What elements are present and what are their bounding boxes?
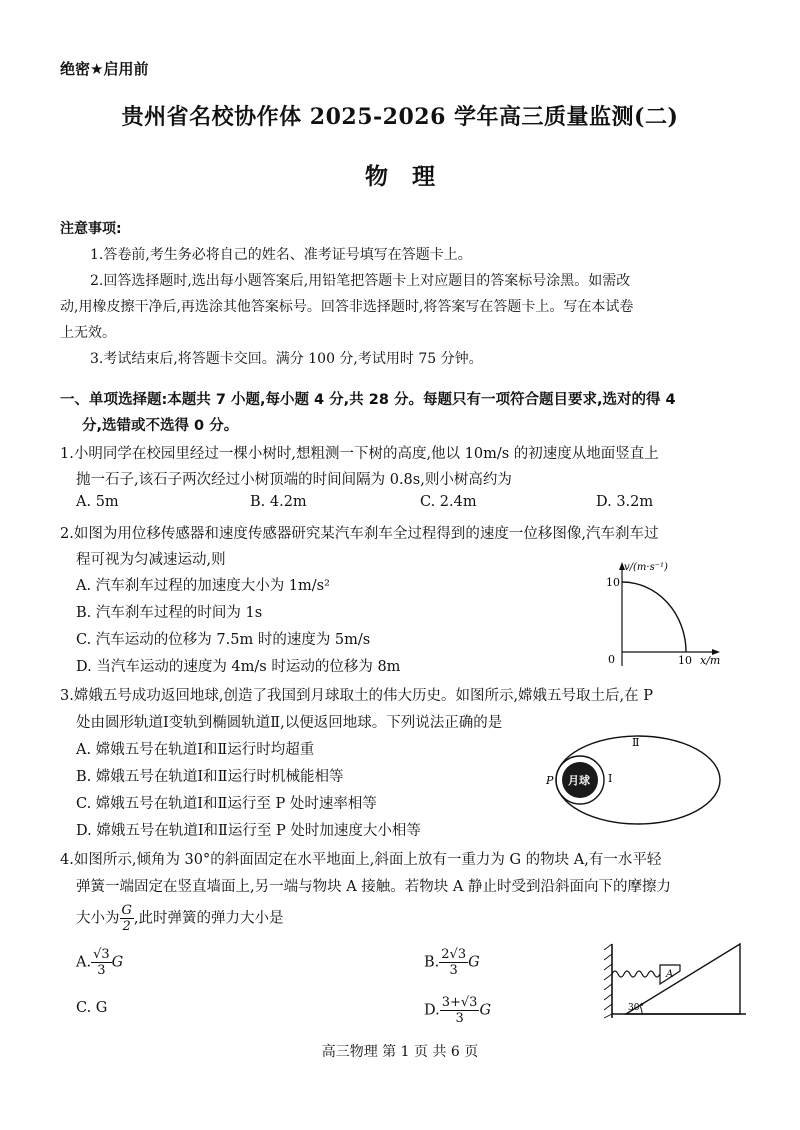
question-3-line-2: 处由圆形轨道Ⅰ变轨到椭圆轨道Ⅱ,以便返回地球。下列说法正确的是 bbox=[76, 715, 503, 731]
question-2-line-2: 程可视为匀减速运动,则 bbox=[76, 552, 226, 568]
question-3-option-c: C. 嫦娥五号在轨道Ⅰ和Ⅱ运行至 P 处时速率相等 bbox=[76, 796, 377, 812]
question-1-line-1: 1.小明同学在校园里经过一棵小树时,想粗测一下树的高度,他以 10m/s 的初速度从地面竖直上 bbox=[60, 446, 659, 462]
question-4-option-b: B. $\frac{2√3}{3}$ G bbox=[424, 947, 480, 978]
subject-title: 物理 bbox=[365, 163, 459, 190]
question-2-option-b: B. 汽车刹车过程的时间为 1s bbox=[76, 605, 263, 621]
note-2-line-2: 动,用橡皮擦干净后,再选涂其他答案标号。回答非选择题时,将答案写在答题卡上。写在本试卷 bbox=[60, 299, 634, 315]
note-3: 3.考试结束后,将答题卡交回。满分 100 分,考试用时 75 分钟。 bbox=[90, 351, 483, 367]
question-4-line-3-prefix: 大小为 bbox=[76, 910, 120, 927]
question-3-line-1: 3.嫦娥五号成功返回地球,创造了我国到月球取土的伟大历史。如图所示,嫦娥五号取土后,在 P bbox=[60, 688, 654, 704]
question-1-line-2: 抛一石子,该石子两次经过小树顶端的时间间隔为 0.8s,则小树高约为 bbox=[76, 472, 512, 488]
origin-label: 0 bbox=[608, 653, 615, 666]
question-2-option-c: C. 汽车运动的位移为 7.5m 时的速度为 5m/s bbox=[76, 632, 371, 648]
question-2-option-d: D. 当汽车运动的速度为 4m/s 时运动的位移为 8m bbox=[76, 659, 401, 675]
v-x-curve bbox=[622, 582, 686, 652]
wall-hatching bbox=[604, 944, 612, 1018]
question-4-line-3-suffix: ,此时弹簧的弹力大小是 bbox=[133, 910, 284, 927]
block-a-label: A bbox=[666, 969, 674, 980]
question-2-option-a: A. 汽车刹车过程的加速度大小为 1m/s² bbox=[76, 578, 330, 594]
note-2-line-3: 上无效。 bbox=[60, 325, 116, 341]
question-4-line-2: 弹簧一端固定在竖直墙面上,另一端与物块 A 接触。若物块 A 静止时受到沿斜面向下的摩擦力 bbox=[76, 879, 671, 895]
question-4-option-c: C. G bbox=[76, 1000, 108, 1016]
question-1-option-c: C. 2.4m bbox=[420, 494, 477, 510]
orbit-diagram bbox=[540, 730, 730, 832]
y-axis-label: v/(m·s⁻¹) bbox=[624, 562, 668, 573]
question-3-option-b: B. 嫦娥五号在轨道Ⅰ和Ⅱ运行时机械能相等 bbox=[76, 769, 344, 785]
question-4-line-1: 4.如图所示,倾角为 30°的斜面固定在水平地面上,斜面上放有一重力为 G 的物块 A,有一水平轻 bbox=[60, 852, 662, 868]
x-tick-10: 10 bbox=[678, 654, 692, 667]
confidential-mark: 绝密★启用前 bbox=[60, 60, 149, 78]
notes-heading: 注意事项: bbox=[60, 221, 122, 237]
orbit-i-label: Ⅰ bbox=[608, 772, 613, 785]
question-4-option-d: D. $\frac{3+√3}{3}$ G bbox=[424, 995, 492, 1026]
velocity-displacement-graph bbox=[596, 558, 746, 673]
question-1-option-b: B. 4.2m bbox=[250, 494, 307, 510]
point-p-label: P bbox=[546, 774, 554, 787]
incline-spring-diagram bbox=[600, 938, 750, 1022]
moon-label: 月球 bbox=[568, 774, 590, 787]
y-tick-10: 10 bbox=[606, 576, 620, 589]
section-1-heading-line-2: 分,选错或不选得 0 分。 bbox=[82, 418, 239, 434]
note-2-line-1: 2.回答选择题时,选出每小题答案后,用铅笔把答题卡上对应题目的答案标号涂黑。如需改 bbox=[90, 273, 631, 289]
page-footer: 高三物理 第 1 页 共 6 页 bbox=[321, 1044, 479, 1060]
note-1: 1.答卷前,考生务必将自己的姓名、准考证号填写在答题卡上。 bbox=[90, 247, 472, 263]
question-3-option-a: A. 嫦娥五号在轨道Ⅰ和Ⅱ运行时均超重 bbox=[76, 742, 315, 758]
spring bbox=[612, 971, 660, 977]
orbit-ii-label: Ⅱ bbox=[632, 736, 640, 749]
question-4-line-3 bbox=[76, 904, 284, 933]
question-1-option-d: D. 3.2m bbox=[596, 494, 654, 510]
question-1-option-a: A. 5m bbox=[76, 494, 119, 510]
x-axis-label: x/m bbox=[700, 654, 721, 667]
question-3-option-d: D. 嫦娥五号在轨道Ⅰ和Ⅱ运行至 P 处时加速度大小相等 bbox=[76, 823, 421, 839]
question-4-option-a: A. $\frac{√3}{3}$ G bbox=[76, 947, 124, 978]
fraction-g-over-2: $\frac{G}{2}$ bbox=[121, 903, 132, 934]
question-2-line-1: 2.如图为用位移传感器和速度传感器研究某汽车刹车全过程得到的速度一位移图像,汽车刹车过 bbox=[60, 526, 659, 542]
exam-title: 贵州省名校协作体 2025-2026 学年高三质量监测(二) bbox=[121, 104, 679, 130]
section-1-heading: 一、单项选择题:本题共 7 小题,每小题 4 分,共 28 分。每题只有一项符合题目要求,选对的得 4 bbox=[60, 392, 676, 408]
angle-label: 30° bbox=[628, 1003, 644, 1013]
